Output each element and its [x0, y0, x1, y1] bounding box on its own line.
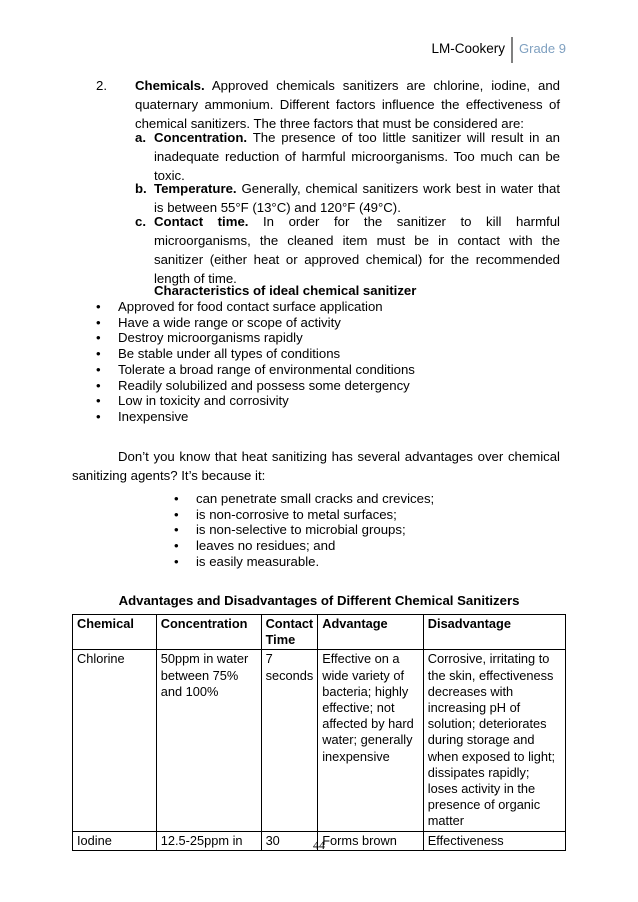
chemicals-text: Approved chemicals sanitizers are chlorine, iodine, and quaternary ammonium. Different factors influence the effectiveness of chemical sanitizers. The three factors that must be considered are: [135, 78, 561, 131]
table-cell: Effectiveness [423, 831, 565, 850]
table-title: Advantages and Disadvantages of Different Chemical Sanitizers [118, 593, 520, 608]
header-grade: Grade 9 [519, 41, 566, 56]
heat-intro: Don’t you know that heat sanitizing has several advantages over chemical sanitizing agents? It’s because it: [72, 449, 560, 483]
header-title: LM-Cookery [431, 37, 513, 63]
table-cell: Iodine [73, 831, 157, 850]
table-header-row [73, 615, 566, 650]
table-cell: 30 [261, 831, 318, 850]
table-row [73, 650, 566, 831]
factor-b-letter: b. [135, 181, 147, 196]
item-number: 2. [96, 78, 107, 93]
table-cell: Effective on a wide variety of bacteria; highly effective; not affected by hard water; generally inexpensive [318, 650, 424, 831]
page-number: 44 [313, 838, 325, 852]
factor-a-name: Concentration. [154, 130, 248, 145]
col-header-advantage: Advantage [318, 615, 424, 650]
characteristics-title: Characteristics of ideal chemical sanitizer [154, 283, 417, 298]
sanitizers-table [72, 614, 566, 851]
list-item: • can penetrate small cracks and crevices; [172, 491, 552, 507]
list-item: • Low in toxicity and corrosivity [94, 393, 554, 409]
col-header-chemical: Chemical [73, 615, 157, 650]
list-item: • Destroy microorganisms rapidly [94, 330, 554, 346]
list-item: • Readily solubilized and possess some detergency [94, 378, 554, 394]
chemicals-paragraph [135, 76, 560, 133]
list-item: • Tolerate a broad range of environmental conditions [94, 362, 554, 378]
factor-concentration [154, 128, 560, 185]
factor-b-name: Temperature. [154, 181, 237, 196]
table-cell: 50ppm in water between 75% and 100% [156, 650, 261, 831]
col-header-disadvantage: Disadvantage [423, 615, 565, 650]
list-item: • leaves no residues; and [172, 538, 552, 554]
list-item: • Inexpensive [94, 409, 554, 425]
factor-a-letter: a. [135, 130, 146, 145]
table-cell: Chlorine [73, 650, 157, 831]
table-cell: 12.5-25ppm in [156, 831, 261, 850]
factor-c-name: Contact time. [154, 214, 249, 229]
list-item: • Be stable under all types of conditions [94, 346, 554, 362]
chemicals-heading: Chemicals. [135, 78, 205, 93]
col-header-concentration: Concentration [156, 615, 261, 650]
col-header-contact-time: Contact Time [261, 615, 318, 650]
page-header [431, 37, 566, 63]
factor-a-text: The presence of too little sanitizer will result in an inadequate reduction of harmful microorganisms. Too much can be toxic. [154, 130, 560, 183]
characteristics-list [94, 299, 554, 425]
table-cell: Forms brown [318, 831, 424, 850]
list-item: • Have a wide range or scope of activity [94, 315, 554, 331]
heat-advantages-list [172, 491, 552, 570]
factor-c-text: In order for the sanitizer to kill harmful microorganisms, the cleaned item must be in contact with the sanitizer (either heat or approved chemical) for the recommended length of time. [154, 214, 560, 286]
list-item: • is easily measurable. [172, 554, 552, 570]
factor-contact-time [154, 212, 560, 288]
table-cell: Corrosive, irritating to the skin, effectiveness decreases with increasing pH of solution; deteriorates during storage and when exposed to light; dissipates rapidly; loses activity in the presence of organic matter [423, 650, 565, 831]
factor-c-letter: c. [135, 214, 146, 229]
list-item: • is non-corrosive to metal surfaces; [172, 507, 552, 523]
list-item: • is non-selective to microbial groups; [172, 522, 552, 538]
list-item: • Approved for food contact surface application [94, 299, 554, 315]
factor-b-text: Generally, chemical sanitizers work best in water that is between 55°F (13°C) and 120°F (49°C). [154, 181, 560, 215]
table-cell: 7 seconds [261, 650, 318, 831]
